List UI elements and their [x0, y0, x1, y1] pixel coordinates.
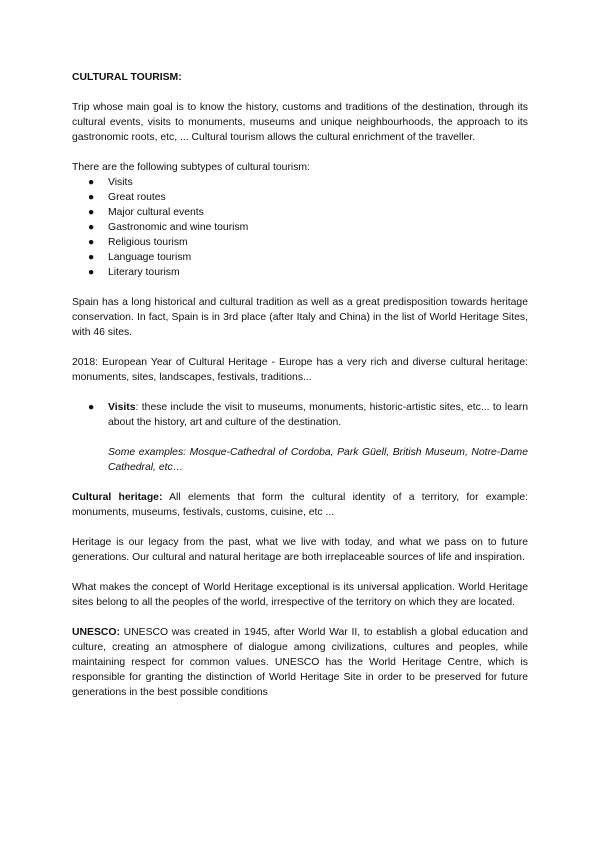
cultural-heritage-paragraph: Cultural heritage: All elements that form the cultural identity of a territory, for example: monuments, museums, festivals, customs, cuisine, etc ...: [72, 492, 528, 518]
unesco-term: UNESCO:: [72, 627, 120, 638]
document-page: [72, 70, 528, 715]
bullet-icon: ●: [88, 267, 95, 278]
list-item: ● Great routes: [88, 192, 166, 203]
heritage-legacy-paragraph: Heritage is our legacy from the past, what we live with today, and what we pass on to future generations. Our cultural and natural heritage are both irreplaceable sources of life and inspiration.: [72, 537, 528, 563]
bullet-icon: ●: [88, 177, 95, 188]
bullet-icon: ●: [88, 252, 95, 263]
subtypes-intro: There are the following subtypes of cultural tourism:: [72, 162, 310, 173]
page-title: CULTURAL TOURISM:: [72, 72, 182, 83]
intro-paragraph: Trip whose main goal is to know the history, customs and traditions of the destination, through its cultural events, visits to monuments, museums and unique neighbourhoods, the approach to its gastronomic roots, etc, ... Cultural tourism allows the cultural enrichment of the traveller.: [72, 102, 528, 143]
bullet-icon: ●: [88, 237, 95, 248]
list-item: ● Major cultural events: [88, 207, 204, 218]
bullet-icon: ●: [88, 192, 95, 203]
list-item: ● Gastronomic and wine tourism: [88, 222, 249, 233]
spain-paragraph: Spain has a long historical and cultural tradition as well as a great predisposition towards heritage conservation. In fact, Spain is in 3rd place (after Italy and China) in the list of World Heritage Sites, with 46 sites.: [72, 297, 528, 338]
bullet-icon: ●: [88, 402, 95, 413]
world-heritage-paragraph: What makes the concept of World Heritage exceptional is its universal application. World Heritage sites belong to all the peoples of the world, irrespective of the territory on which they are located.: [72, 582, 528, 608]
visits-item: [72, 400, 528, 475]
visits-examples: Some examples: Mosque-Cathedral of Cordoba, Park Güell, British Museum, Notre-Dame Cathedral, etc…: [108, 447, 528, 473]
unesco-paragraph: UNESCO: UNESCO was created in 1945, after World War II, to establish a global education and culture, creating an atmosphere of dialogue among civilizations, cultures and peoples, while maintaining respect for common values. UNESCO has the World Heritage Centre, which is responsible for granting the distinction of World Heritage Site in order to be preserved for future generations in the best possible conditions: [72, 627, 528, 698]
visits-term: Visits: [108, 402, 136, 413]
list-item: ● Literary tourism: [88, 267, 180, 278]
subtypes-list: [72, 175, 528, 280]
year-2018-paragraph: 2018: European Year of Cultural Heritage - Europe has a very rich and diverse cultural heritage: monuments, sites, landscapes, festivals, traditions...: [72, 357, 528, 383]
list-item: ● Visits: [88, 177, 133, 188]
visits-definition: Visits: these include the visit to museums, monuments, historic-artistic sites, etc... to learn about the history, art and culture of the destination.: [108, 402, 528, 428]
list-item: ● Language tourism: [88, 252, 192, 263]
bullet-icon: ●: [88, 222, 95, 233]
cultural-heritage-term: Cultural heritage:: [72, 492, 163, 503]
list-item: ● Religious tourism: [88, 237, 188, 248]
bullet-icon: ●: [88, 207, 95, 218]
